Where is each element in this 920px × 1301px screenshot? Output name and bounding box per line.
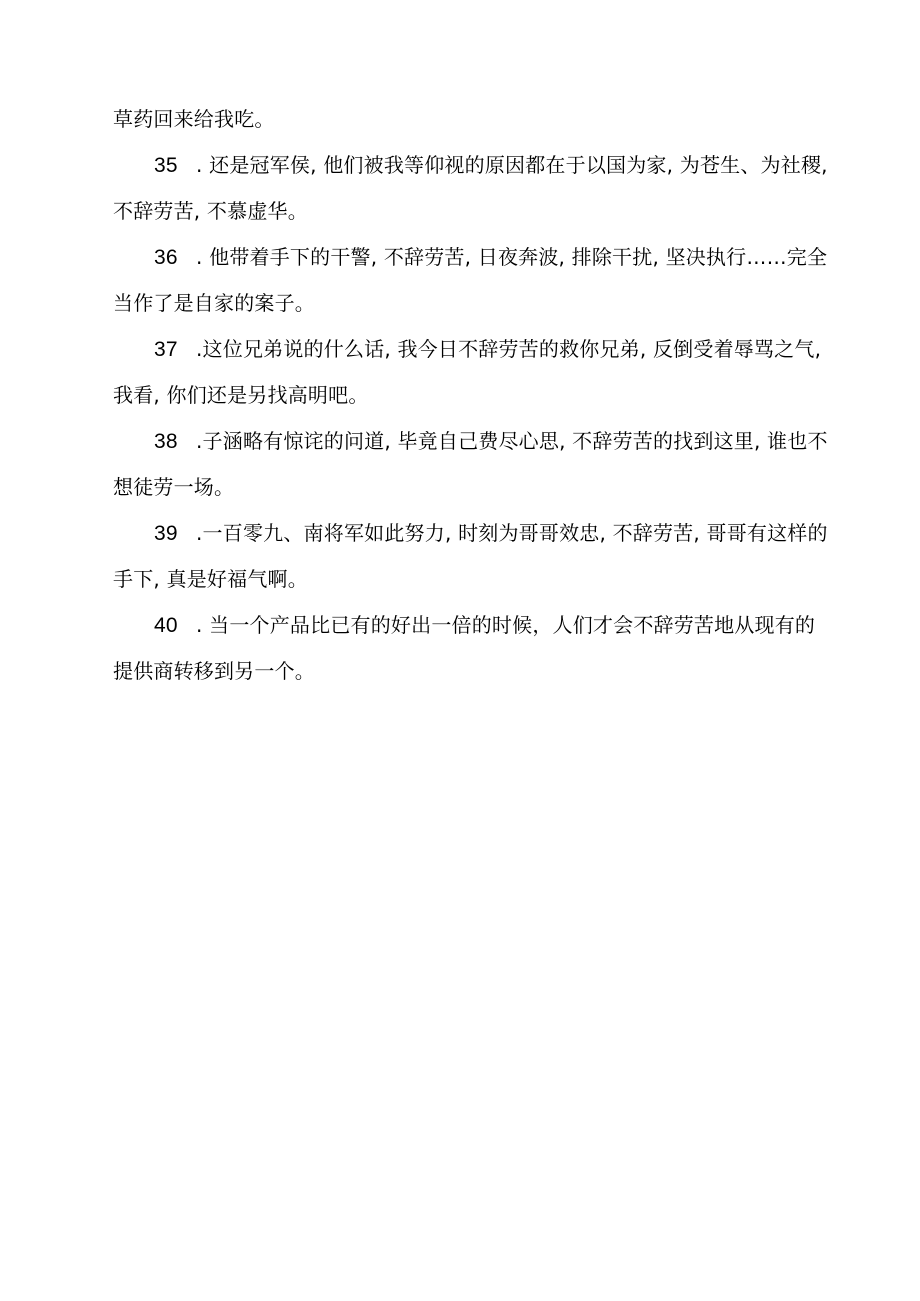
entry-40 — [113, 602, 833, 694]
entry-text: . 当一个产品比已有的好出一倍的时候，人们才会不辞劳苦地从现有的 — [196, 613, 816, 637]
entry-second-line: 想徒劳一场。 — [113, 475, 235, 499]
intro-line: 草药回来给我吃。 — [113, 107, 275, 131]
entry-text: .一百零九、南将军如此努力, 时刻为哥哥效忠, 不辞劳苦, 哥哥有这样的 — [196, 521, 828, 545]
entry-35 — [113, 142, 833, 234]
entry-first-line — [113, 418, 833, 464]
entry-37 — [113, 326, 833, 418]
entry-number: 38 — [154, 430, 178, 453]
entry-number: 37 — [154, 338, 178, 361]
entry-first-line — [113, 510, 833, 556]
entry-text: .子涵略有惊诧的问道, 毕竟自己费尽心思, 不辞劳苦的找到这里, 谁也不 — [196, 429, 828, 453]
entry-first-line — [113, 142, 833, 188]
entry-text: . 他带着手下的干警, 不辞劳苦, 日夜奔波, 排除干扰, 坚决执行……完全 — [196, 245, 828, 269]
entry-number: 40 — [154, 614, 178, 637]
entry-second-line: 我看, 你们还是另找高明吧。 — [113, 383, 369, 407]
entry-number: 36 — [154, 246, 178, 269]
entry-text: . 还是冠军侯, 他们被我等仰视的原因都在于以国为家, 为苍生、为社稷, — [196, 153, 828, 177]
entry-number: 39 — [154, 522, 178, 545]
entry-number: 35 — [154, 154, 178, 177]
entry-38 — [113, 418, 833, 510]
entry-39 — [113, 510, 833, 602]
entry-second-line: 提供商转移到另一个。 — [113, 659, 315, 683]
entry-first-line — [113, 234, 833, 280]
entry-36 — [113, 234, 833, 326]
entry-second-line: 不辞劳苦, 不慕虚华。 — [113, 199, 308, 223]
document-body — [113, 96, 833, 694]
entry-first-line — [113, 602, 833, 648]
entry-second-line: 手下, 真是好福气啊。 — [113, 567, 308, 591]
entry-text: .这位兄弟说的什么话, 我今日不辞劳苦的救你兄弟, 反倒受着辱骂之气, — [196, 337, 822, 361]
entry-first-line — [113, 326, 833, 372]
entry-second-line: 当作了是自家的案子。 — [113, 291, 315, 315]
